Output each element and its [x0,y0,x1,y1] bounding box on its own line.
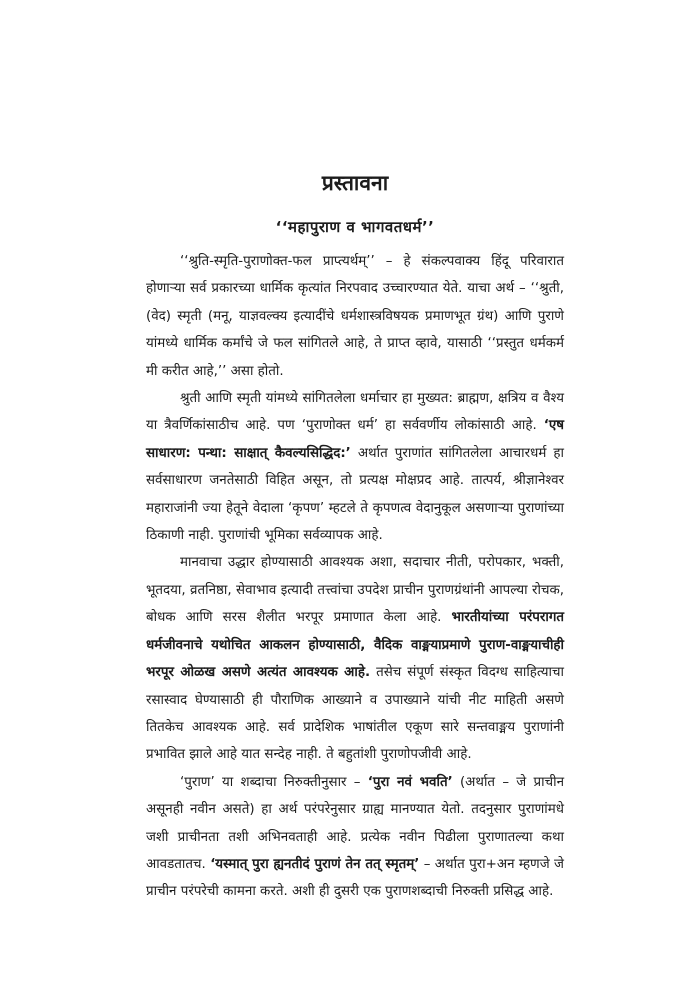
paragraph-1 [146,248,564,385]
emphasis-sentence: भारतीयांच्या परंपरागत धर्मजीवनाचे यथोचित आकलन होण्यासाठी, वैदिक वाङ्मयाप्रमाणे पुराण-वाङ्मयाचीही भरपूर ओळख असणे अत्यंत आवश्यक आहे. [146,610,564,681]
sanskrit-quote: ‘पुरा नवं भवति’ [367,774,453,790]
paragraph-text: (अर्थात – जे प्राचीन असूनही नवीन असते) हा अर्थ परंपरेनुसार ग्राह्य मानण्यात येतो. तदनुसार पुराणांमधे जशी प्राचीनता तशी अभिनवताही आहे. प्रत्येक नवीन पिढीला पुराणातल्या कथा आवडतातच. [146,774,565,872]
paragraph-text: – अर्थात पुरा+अन म्हणजे जे प्राचीन परंपरेची कामना करते. अशी ही दुसरी एक पुराणशब्दाची निरुक्ती प्रसिद्ध आहे. [146,856,564,900]
paragraph-4 [146,769,564,906]
paragraph-text: मानवाचा उद्धार होण्यासाठी आवश्यक अशा, सदाचार नीती, परोपकार, भक्ती, भूतदया, व्रतनिष्ठा, सेवाभाव इत्यादी तत्त्वांचा उपदेश प्राचीन पुराणग्रंथांनी आपल्या रोचक, बोधक आणि सरस शैलीत भरपूर प्रमाणात केला आहे. [146,555,564,626]
paragraph-text: ‘‘श्रुति-स्मृति-पुराणोक्त-फल प्राप्त्यर्थम्’’ – हे संकल्पवाक्य हिंदू परिवारात होणाऱ्या सर्व प्रकारच्या धार्मिक कृत्यांत निरपवाद उच्चारण्यात येते. याचा अर्थ – ‘‘श्रुती, (वेद) स्मृती (मनू, याज्ञवल्क्य इत्यादींचे धर्मशास्त्रविषयक प्रमाणभूत ग्रंथ) आणि पुराणे यांमध्ये धार्मिक कर्मांचे जे फल सांगितले आहे, ते प्राप्त व्हावे, यासाठी ‘‘प्रस्तुत धर्मकर्म मी करीत आहे,’’ असा होतो. [146,254,564,379]
paragraph-text: श्रुती आणि स्मृती यांमध्ये सांगितलेला धर्माचार हा मुख्यत: ब्राह्मण, क्षत्रिय व वैश्य या त्रैवर्णिकांसाठीच आहे. पण ‘पुराणोक्त धर्म’ हा सर्ववर्णीय लोकांसाठी आहे. [146,391,564,434]
paragraph-3 [146,549,564,768]
page-title: प्रस्तावना [321,171,389,195]
document-page [146,168,564,906]
paragraph-text: ‘पुराण’ या शब्दाचा निरुक्तीनुसार – [180,774,368,790]
sanskrit-quote: ‘एष साधारण: पन्था: साक्षात् कैवल्यसिद्धिद:’ [146,418,564,461]
sanskrit-quote: ‘यस्मात् पुरा ह्यनतीदं पुराणं तेन तत् स्मृतम्’ [210,856,420,872]
paragraph-text: अर्थात पुराणांत सांगितलेला आचारधर्म हा सर्वसाधारण जनतेसाठी विहित असून, तो प्रत्यक्ष मोक्षप्रद आहे. तात्पर्य, श्रीज्ञानेश्वर महाराजांनी ज्या हेतूने वेदाला ‘कृपण’ म्हटले ते कृपणत्व वेदानुकूल असणाऱ्या पुराणांच्या ठिकाणी नाही. पुराणांची भूमिका सर्वव्यापक आहे. [146,445,565,544]
paragraph-text: तसेच संपूर्ण संस्कृत विदग्ध साहित्याचा रसास्वाद घेण्यासाठी ही पौराणिक आख्याने व उपाख्याने यांची नीट माहिती असणे तितकेच आवश्यक आहे. सर्व प्रादेशिक भाषांतील एकूण सारे सन्तवाङ्मय पुराणांनी प्रभावित झाले आहे यात सन्देह नाही. ते बहुतांशी पुराणोपजीवी आहे. [146,665,565,763]
page-subtitle: ‘‘महापुराण व भागवतधर्म’’ [275,218,435,236]
paragraph-2 [146,385,564,549]
